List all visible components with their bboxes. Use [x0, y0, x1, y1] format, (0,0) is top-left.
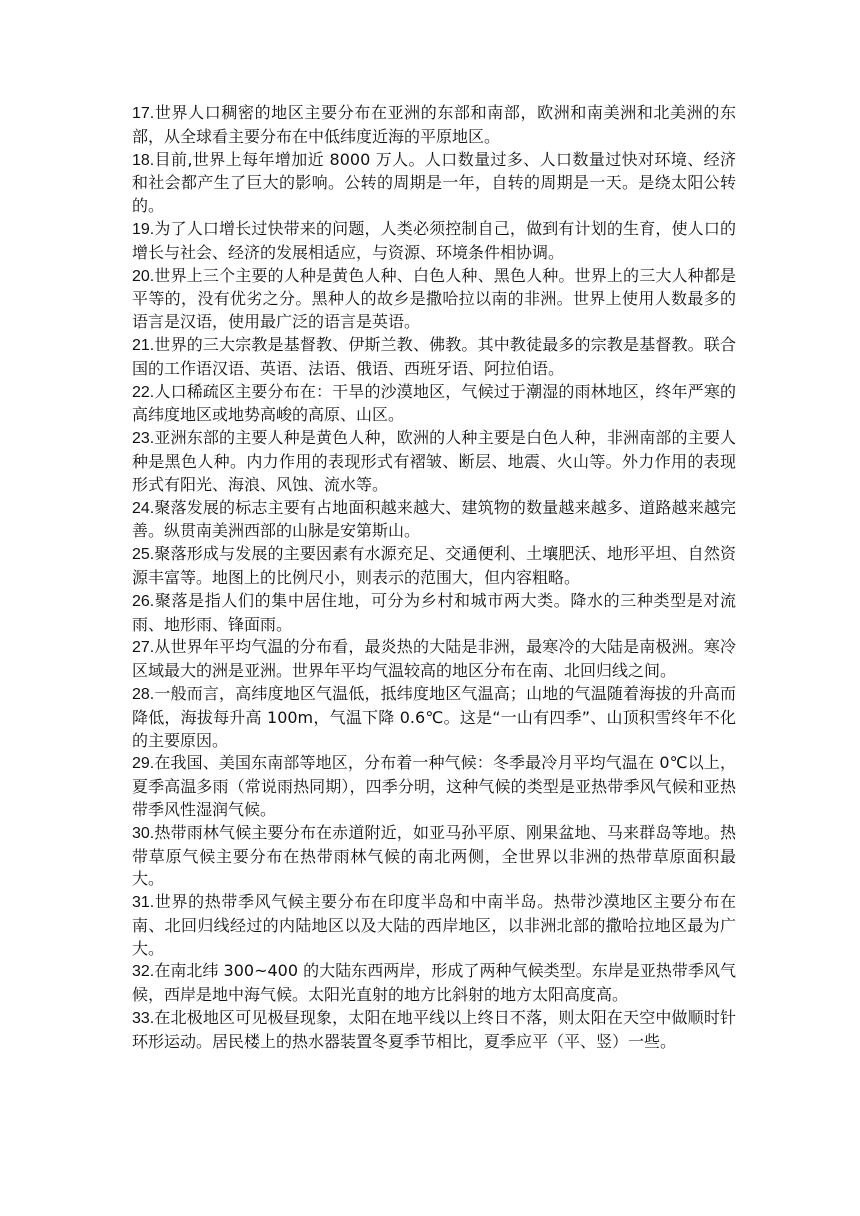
item-number: 24.	[132, 499, 155, 517]
list-item	[132, 891, 736, 960]
item-text: 在我国、美国东南部等地区，分布着一种气候：冬季最冷月平均气温在 0℃以上，夏季高温多雨（常说雨热同期），四季分明，这种气候的类型是亚热带季风气候和亚热带季风性湿润气候。	[132, 753, 736, 819]
item-text: 聚落发展的标志主要有占地面积越来越大、建筑物的数量越来越多、道路越来越完善。纵贯南美洲西部的山脉是安第斯山。	[132, 497, 736, 541]
item-text: 聚落形成与发展的主要因素有水源充足、交通便利、土壤肥沃、地形平坦、自然资源丰富等。地图上的比例尺小，则表示的范围大，但内容粗略。	[132, 544, 736, 587]
item-text: 世界上三个主要的人种是黄色人种、白色人种、黑色人种。世界上的三大人种都是平等的，没有优劣之分。黑种人的故乡是撒哈拉以南的非洲。世界上使用人数最多的语言是汉语，使用最广泛的语言是英语。	[132, 265, 736, 332]
list-item	[132, 334, 736, 381]
item-number: 25.	[132, 546, 155, 564]
list-item	[132, 960, 736, 1007]
item-text: 热带雨林气候主要分布在赤道附近，如亚马孙平原、刚果盆地、马来群岛等地。热带草原气候主要分布在热带雨林气候的南北两侧，全世界以非洲的热带草原面积最大。	[132, 822, 736, 889]
list-item	[132, 265, 736, 334]
list-item	[132, 1007, 736, 1054]
item-text: 世界的热带季风气候主要分布在印度半岛和中南半岛。热带沙漠地区主要分布在南、北回归线经过的内陆地区以及大陆的西岸地区，以非洲北部的撒哈拉地区最为广大。	[132, 892, 736, 958]
list-item	[132, 683, 736, 752]
item-number: 18.	[132, 151, 155, 169]
item-number: 26.	[132, 592, 155, 610]
item-number: 30.	[132, 824, 155, 842]
item-text: 在北极地区可见极昼现象，太阳在地平线以上终日不落，则太阳在天空中做顺时针环形运动。居民楼上的热水器装置冬夏季节相比，夏季应平（平、竖）一些。	[132, 1008, 736, 1051]
list-item	[132, 218, 736, 265]
item-number: 17.	[132, 105, 155, 122]
list-item	[132, 636, 736, 683]
list-item	[132, 102, 736, 149]
list-item	[132, 427, 736, 496]
item-text: 目前,世界上每年增加近 8000 万人。人口数量过多、人口数量过快对环境、经济和社会都产生了巨大的影响。公转的周期是一年，自转的周期是一天。是绕太阳公转的。	[132, 149, 736, 216]
list-item	[132, 752, 736, 821]
item-number: 21.	[132, 336, 155, 354]
item-text: 亚洲东部的主要人种是黄色人种，欧洲的人种主要是白色人种，非洲南部的主要人种是黑色人种。内力作用的表现形式有褶皱、断层、地震、火山等。外力作用的表现形式有阳光、海浪、风蚀、流水等。	[132, 428, 736, 494]
item-number: 19.	[132, 220, 155, 238]
item-number: 23.	[132, 430, 155, 448]
item-number: 31.	[132, 894, 155, 912]
list-item	[132, 149, 736, 218]
item-number: 27.	[132, 639, 155, 657]
item-text: 一般而言，高纬度地区气温低，抵纬度地区气温高；山地的气温随着海拔的升高而降低，海拔每升高 100m，气温下降 0.6℃。这是“一山有四季”、山顶积雪终年不化的主要原因。	[132, 683, 736, 750]
item-number: 28.	[132, 685, 155, 703]
item-text: 从世界年平均气温的分布看，最炎热的大陆是非洲，最寒冷的大陆是南极洲。寒冷区域最大的洲是亚洲。世界年平均气温较高的地区分布在南、北回归线之间。	[132, 637, 736, 681]
item-text: 人口稀疏区主要分布在：干旱的沙漠地区，气候过于潮湿的雨林地区，终年严寒的高纬度地区或地势高峻的高原、山区。	[132, 381, 736, 425]
list-item	[132, 497, 736, 544]
list-item	[132, 822, 736, 891]
list-item	[132, 381, 736, 428]
item-number: 29.	[132, 755, 155, 773]
item-number: 32.	[132, 963, 155, 981]
item-text: 在南北纬 300~400 的大陆东西两岸，形成了两种气候类型。东岸是亚热带季风气候，西岸是地中海气候。太阳光直射的地方比斜射的地方太阳高度高。	[132, 961, 736, 1005]
list-item	[132, 590, 736, 637]
item-text: 聚落是指人们的集中居住地，可分为乡村和城市两大类。降水的三种类型是对流雨、地形雨、锋面雨。	[132, 590, 736, 634]
list-item	[132, 543, 736, 590]
item-text: 世界的三大宗教是基督教、伊斯兰教、佛教。其中教徒最多的宗教是基督教。联合国的工作语汉语、英语、法语、俄语、西班牙语、阿拉伯语。	[132, 334, 736, 378]
item-number: 33.	[132, 1010, 155, 1028]
document-body	[132, 102, 736, 1054]
item-text: 为了人口增长过快带来的问题，人类必须控制自己，做到有计划的生育，使人口的增长与社会、经济的发展相适应，与资源、环境条件相协调。	[132, 218, 736, 262]
item-text: 世界人口稠密的地区主要分布在亚洲的东部和南部，欧洲和南美洲和北美洲的东部，从全球看主要分布在中低纬度近海的平原地区。	[132, 103, 736, 146]
item-number: 22.	[132, 383, 155, 401]
item-number: 20.	[132, 267, 155, 285]
